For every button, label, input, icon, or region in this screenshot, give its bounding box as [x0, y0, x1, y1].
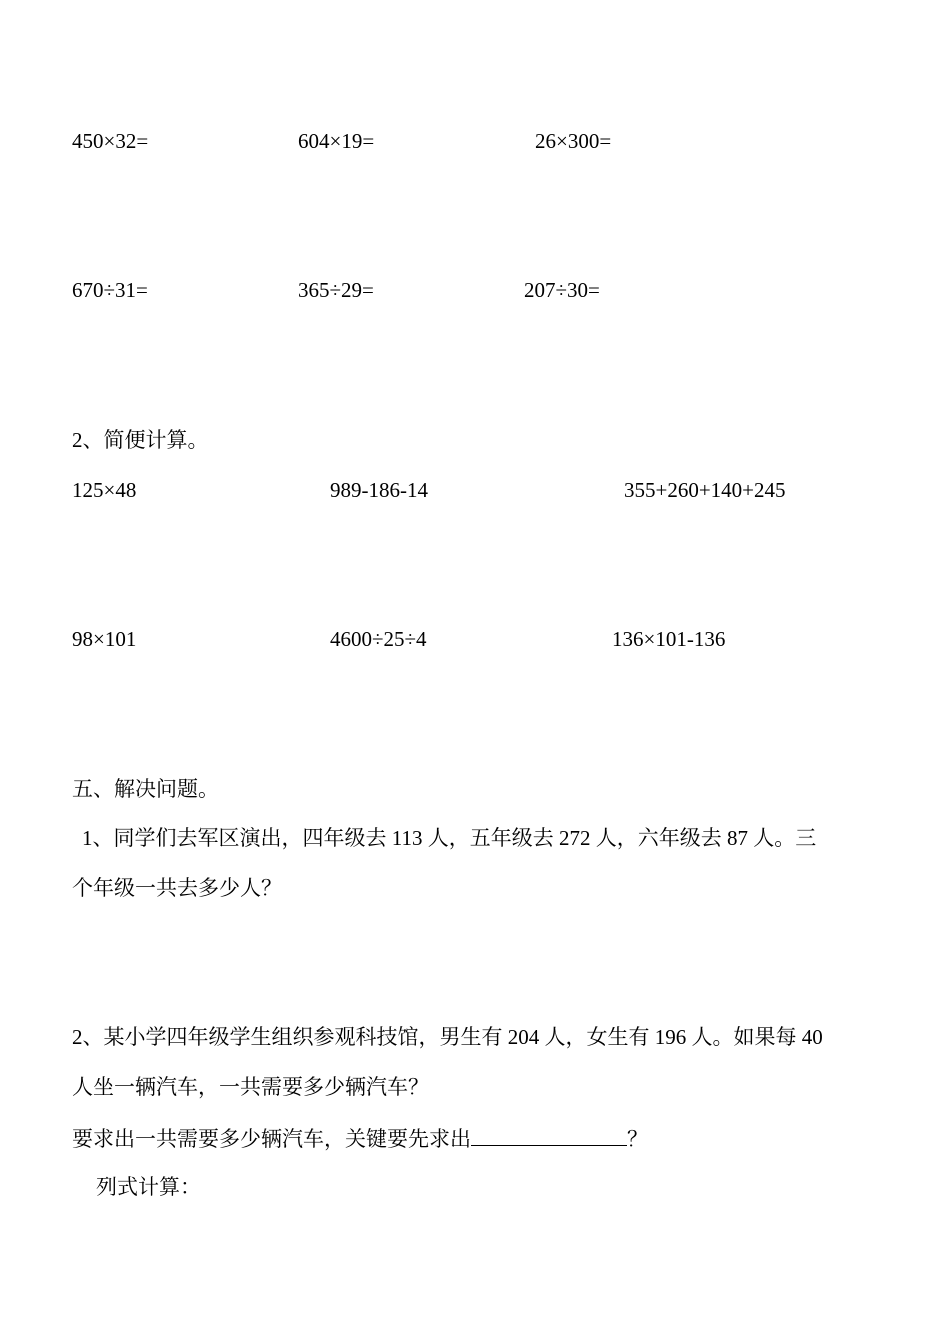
simplified-problem: 4600÷25÷4 [330, 627, 427, 651]
prompt-text: 要求出一共需要多少辆汽车，关键要先求出 [72, 1127, 471, 1151]
simplified-problem: 989-186-14 [330, 478, 428, 502]
calc-problem: 365÷29= [298, 278, 374, 302]
word-problem-2-prompt [72, 1127, 648, 1150]
prompt-end: ？ [627, 1127, 648, 1151]
answer-blank[interactable] [471, 1127, 627, 1146]
section-title-simplified-calc: 2、简便计算。 [72, 428, 209, 452]
word-problem-2-line-1: 2、某小学四年级学生组织参观科技馆，男生有 204 人，女生有 196 人。如果每 40 [72, 1025, 823, 1049]
calc-problem: 604×19= [298, 129, 375, 153]
calc-problem: 450×32= [72, 129, 149, 153]
calc-problem: 670÷31= [72, 278, 148, 302]
calc-problem: 26×300= [535, 129, 612, 153]
simplified-problem: 98×101 [72, 627, 137, 651]
section-title-problem-solving: 五、解决问题。 [72, 777, 219, 801]
word-problem-1-line-1: 1、同学们去军区演出，四年级去 113 人，五年级去 272 人，六年级去 87 人。三 [82, 826, 817, 850]
calc-problem: 207÷30= [524, 278, 600, 302]
simplified-problem: 355+260+140+245 [624, 478, 786, 502]
word-problem-2-line-2: 人坐一辆汽车，一共需要多少辆汽车？ [72, 1075, 429, 1099]
simplified-problem: 136×101-136 [612, 627, 726, 651]
word-problem-1-line-2: 个年级一共去多少人？ [72, 876, 282, 900]
formula-label: 列式计算： [96, 1175, 201, 1199]
simplified-problem: 125×48 [72, 478, 137, 502]
